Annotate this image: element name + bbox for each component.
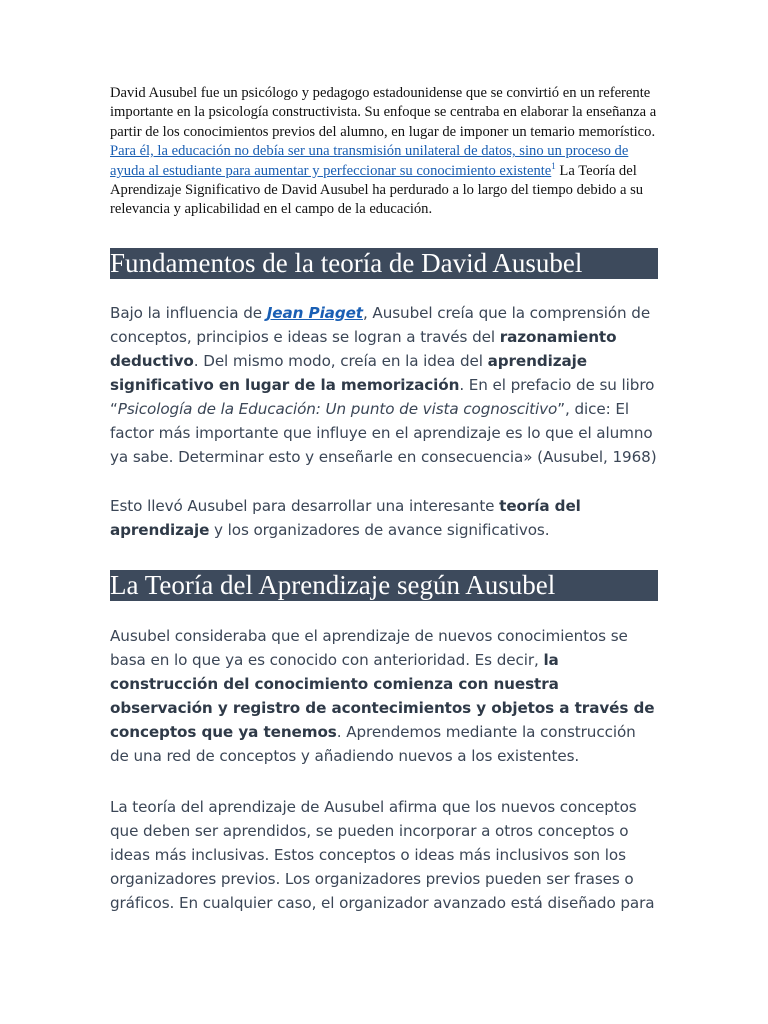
section-heading-teoria: La Teoría del Aprendizaje según Ausubel bbox=[110, 570, 658, 601]
fundamentos-paragraph-2 bbox=[110, 494, 658, 542]
text-run: . Aprendemos mediante la construcción de una red de conceptos y añadiendo nuevos a los existentes. bbox=[110, 722, 636, 765]
text-run: Esto llevó Ausubel para desarrollar una interesante bbox=[110, 496, 500, 515]
bold-run: la construcción del conocimiento comienza con nuestra observación y registro de acontecimientos y objetos a través de conceptos que ya tenemos bbox=[110, 650, 655, 741]
text-run: La teoría del aprendizaje de Ausubel afirma que los nuevos conceptos que deben ser aprendidos, se pueden incorporar a otros conceptos o ideas más inclusivas. Estos conceptos o ideas más inclusivos son los organizadores previos. Los organizadores previos pueden ser frases o gráficos. En cualquier caso, el organizador avanzado está diseñado para bbox=[110, 797, 655, 912]
book-title: Psicología de la Educación: Un punto de vista cognoscitivo bbox=[117, 399, 558, 418]
intro-text-2: La Teoría del Aprendizaje Significativo de David Ausubel ha perdurado a lo largo del tiempo debido a su relevancia y aplicabilidad en el campo de la educación. bbox=[110, 162, 644, 218]
text-run: , Ausubel creía que la comprensión de conceptos, principios e ideas se logran a través del bbox=[110, 303, 651, 346]
intro-paragraph bbox=[110, 84, 658, 220]
intro-link[interactable]: Para él, la educación no debía ser una transmisión unilateral de datos, sino un proceso de ayuda al estudiante para aumentar y perfeccionar su conocimiento existente bbox=[110, 143, 629, 179]
document-page bbox=[110, 84, 658, 915]
footnote-marker[interactable]: 1 bbox=[551, 160, 556, 171]
intro-text-1: David Ausubel fue un psicólogo y pedagogo estadounidense que se convirtió en un referente importante en la psicología constructivista. Su enfoque se centraba en elaborar la enseñanza a partir de los conocimientos previos del alumno, en lugar de imponer un temario memorístico. bbox=[110, 85, 657, 140]
jean-piaget-link[interactable]: Jean Piaget bbox=[266, 303, 363, 322]
section-heading-fundamentos: Fundamentos de la teoría de David Ausubel bbox=[110, 248, 658, 279]
text-run: . Del mismo modo, creía en la idea del bbox=[193, 351, 488, 370]
text-run: Bajo la influencia de bbox=[110, 303, 267, 322]
teoria-paragraph-2 bbox=[110, 795, 658, 915]
fundamentos-paragraph-1 bbox=[110, 301, 658, 469]
bold-run: teoría del aprendizaje bbox=[110, 496, 581, 539]
teoria-paragraph-1 bbox=[110, 624, 658, 768]
text-run: ”, dice: El factor más importante que influye en el aprendizaje es lo que el alumno ya sabe. Determinar esto y enseñarle en consecuencia» (Ausubel, 1968) bbox=[110, 399, 657, 466]
text-run: . En el prefacio de su libro “ bbox=[110, 375, 655, 418]
text-run: y los organizadores de avance significativos. bbox=[209, 520, 550, 539]
text-run: Ausubel consideraba que el aprendizaje de nuevos conocimientos se basa en lo que ya es conocido con anterioridad. Es decir, bbox=[110, 626, 628, 669]
bold-run: aprendizaje significativo en lugar de la memorización bbox=[110, 351, 587, 394]
bold-run: razonamiento deductivo bbox=[110, 327, 617, 370]
